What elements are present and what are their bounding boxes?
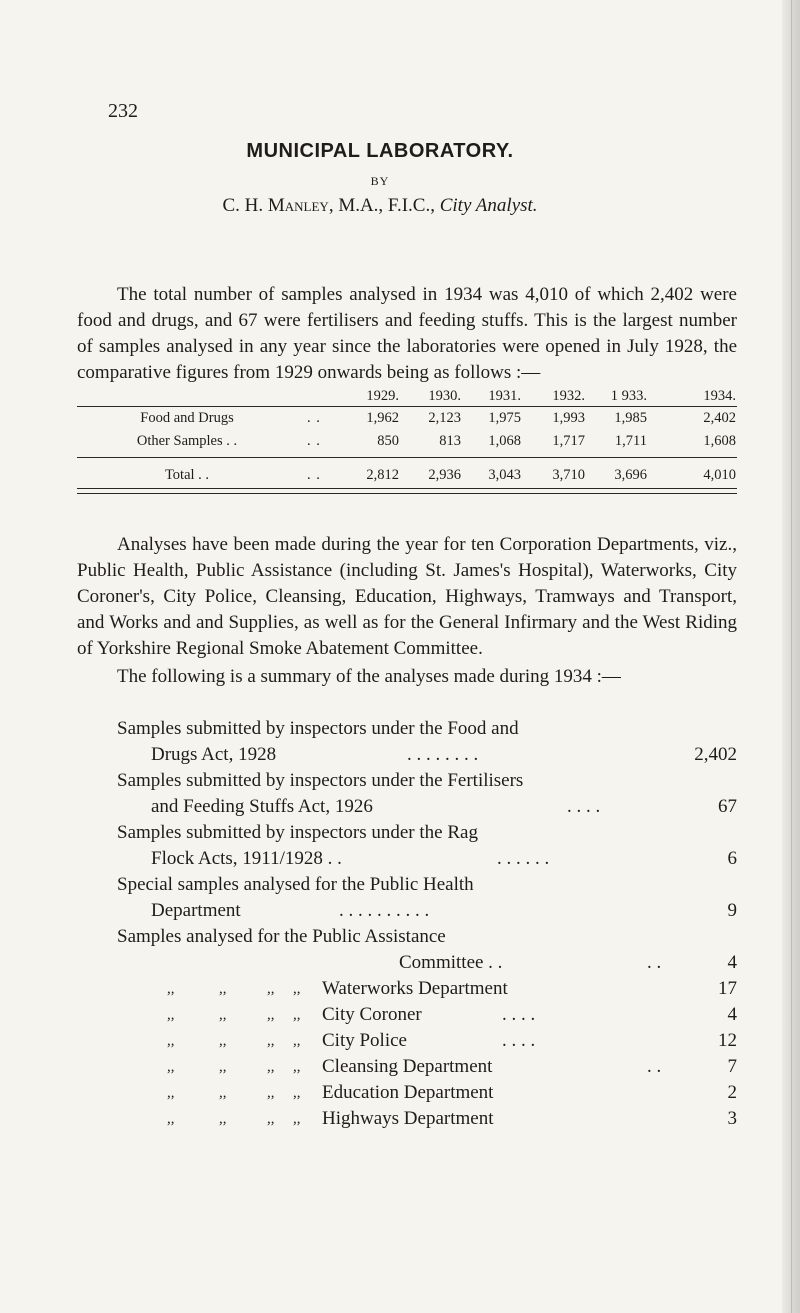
ditto-mark: ,, [219,1085,227,1101]
ditto-mark: ,, [267,1059,275,1075]
list-item [77,820,737,846]
author-surname: Manley [267,195,329,216]
leader-dots: . . . . [502,1004,536,1025]
table-cell: 850 [377,433,399,449]
table-cell: 1,993 [552,410,585,426]
ditto-mark: ,, [293,981,301,997]
table-cell: 1,608 [703,433,736,449]
ditto-mark: ,, [167,1111,175,1127]
ditto-mark: ,, [293,1111,301,1127]
item-text: Cleansing Department [322,1056,493,1077]
list-item [77,1080,737,1106]
item-value: 7 [727,1056,737,1077]
ditto-mark: ,, [219,1033,227,1049]
item-value: 4 [727,952,737,973]
list-item [77,1054,737,1080]
author-role: City Analyst. [439,195,538,216]
item-text: Committee . . [399,952,503,973]
item-text: Department [151,900,241,921]
item-text: Waterworks Department [322,978,508,999]
table-cell: 813 [439,433,461,449]
table-cell: 1,962 [366,410,399,426]
table-cell: 4,010 [703,467,736,483]
item-value: 2,402 [694,744,737,765]
ditto-mark: ,, [267,1033,275,1049]
list-item [77,1106,737,1132]
ditto-mark: ,, [293,1033,301,1049]
item-value: 4 [727,1004,737,1025]
item-text: Special samples analysed for the Public Health [117,874,474,895]
table-subtotal-rule [77,457,737,458]
item-text: Samples submitted by inspectors under the Food and [117,718,519,739]
table-cell: 2,402 [703,410,736,426]
table-cell: 2,812 [366,467,399,483]
report-title: MUNICIPAL LABORATORY. [246,140,514,162]
table-cell: 3,710 [552,467,585,483]
list-item [77,1002,737,1028]
year-header: 1929. [366,388,399,404]
byline: BY [370,174,390,188]
ditto-mark: ,, [293,1059,301,1075]
list-item [77,1028,737,1054]
ditto-mark: ,, [267,1007,275,1023]
leader-dots: . . . . . . [497,848,550,869]
list-item [77,768,737,794]
page-number: 232 [108,100,138,122]
list-item [77,976,737,1002]
year-header: 1934. [703,388,736,404]
item-value: 9 [727,900,737,921]
summary-intro: The following is a summary of the analyses made during 1934 :— [117,666,621,687]
table-header-rule [77,406,737,407]
year-header: 1932. [552,388,585,404]
ditto-mark: ,, [167,1085,175,1101]
table-total-double-rule [77,488,737,494]
item-value: 3 [727,1108,737,1129]
row-label: Food and Drugs [140,410,234,426]
year-header: 1 933. [610,388,647,404]
item-value: 67 [718,796,737,817]
intro-paragraph: The total number of samples analysed in 1934 was 4,010 of which 2,402 were food and drugs, and 67 were fertilisers and feeding stuffs. This is the largest number of samples analysed in any year since the laboratories were opened in July 1928, the comparative figures from 1929 onwards being as follows :— [77,284,737,383]
item-text: City Police [322,1030,407,1051]
list-item [77,924,737,950]
table-row-other [77,433,737,453]
author-initials: C. H. [222,195,264,216]
item-value: 17 [718,978,737,999]
item-text: Highways Department [322,1108,494,1129]
table-cell: 3,043 [488,467,521,483]
item-text: Samples submitted by inspectors under the Fertilisers [117,770,524,791]
table-cell: 1,985 [614,410,647,426]
ditto-mark: ,, [293,1007,301,1023]
year-header: 1930. [428,388,461,404]
table-row-food [77,410,737,430]
item-text: City Coroner [322,1004,422,1025]
ditto-mark: ,, [167,1007,175,1023]
leader-dots: . . [307,467,321,483]
table-cell: 2,123 [428,410,461,426]
item-text: Samples submitted by inspectors under the Rag [117,822,478,843]
table-cell: 1,711 [614,433,647,449]
ditto-mark: ,, [219,1111,227,1127]
item-text: Drugs Act, 1928 [151,744,277,765]
ditto-mark: ,, [167,1033,175,1049]
table-cell: 3,696 [614,467,647,483]
table-cell: 2,936 [428,467,461,483]
leader-dots: . . [647,952,662,973]
list-item [77,950,737,976]
item-value: 6 [727,848,737,869]
leader-dots: . . [307,433,321,449]
ditto-mark: ,, [267,1111,275,1127]
author-line [0,195,760,217]
table-cell: 1,068 [488,433,521,449]
list-item [77,794,737,820]
item-value: 2 [727,1082,737,1103]
leader-dots: . . [647,1056,662,1077]
ditto-mark: ,, [219,1059,227,1075]
leader-dots: . . . . . . . . [407,744,479,765]
leader-dots: . . [307,410,321,426]
author-quals: , M.A., F.I.C., [328,195,435,216]
list-item [77,898,737,924]
item-text: Samples analysed for the Public Assistance [117,926,446,947]
item-text: Education Department [322,1082,494,1103]
leader-dots: . . . . . . . . . . [339,900,430,921]
table-header-row [77,388,737,408]
item-text: and Feeding Stuffs Act, 1926 [151,796,373,817]
table-cell: 1,717 [552,433,585,449]
ditto-mark: ,, [293,1085,301,1101]
ditto-mark: ,, [167,1059,175,1075]
list-item [77,742,737,768]
ditto-mark: ,, [219,981,227,997]
table-row-total [77,467,737,487]
table-cell: 1,975 [488,410,521,426]
item-value: 12 [718,1030,737,1051]
leader-dots: . . . . [567,796,601,817]
list-item [77,872,737,898]
ditto-mark: ,, [267,981,275,997]
ditto-mark: ,, [267,1085,275,1101]
list-item [77,716,737,742]
leader-dots: . . . . [502,1030,536,1051]
departments-paragraph: Analyses have been made during the year for ten Corporation Departments, viz., Public Health, Public Assistance (including St. James's Hospital), Waterworks, City Coroner's, City Police, Cleansing, Education, Highways, Tramways and Transport, and Works and and Supplies, as well as for the General Infirmary and the West Riding of Yorkshire Regional Smoke Abatement Committee. [77,534,737,659]
row-label: Total . . [164,467,210,483]
page-edge-line [791,0,792,1313]
year-header: 1931. [488,388,521,404]
ditto-mark: ,, [219,1007,227,1023]
list-item [77,846,737,872]
row-label: Other Samples . . [136,433,238,449]
ditto-mark: ,, [167,981,175,997]
item-text: Flock Acts, 1911/1928 . . [151,848,342,869]
